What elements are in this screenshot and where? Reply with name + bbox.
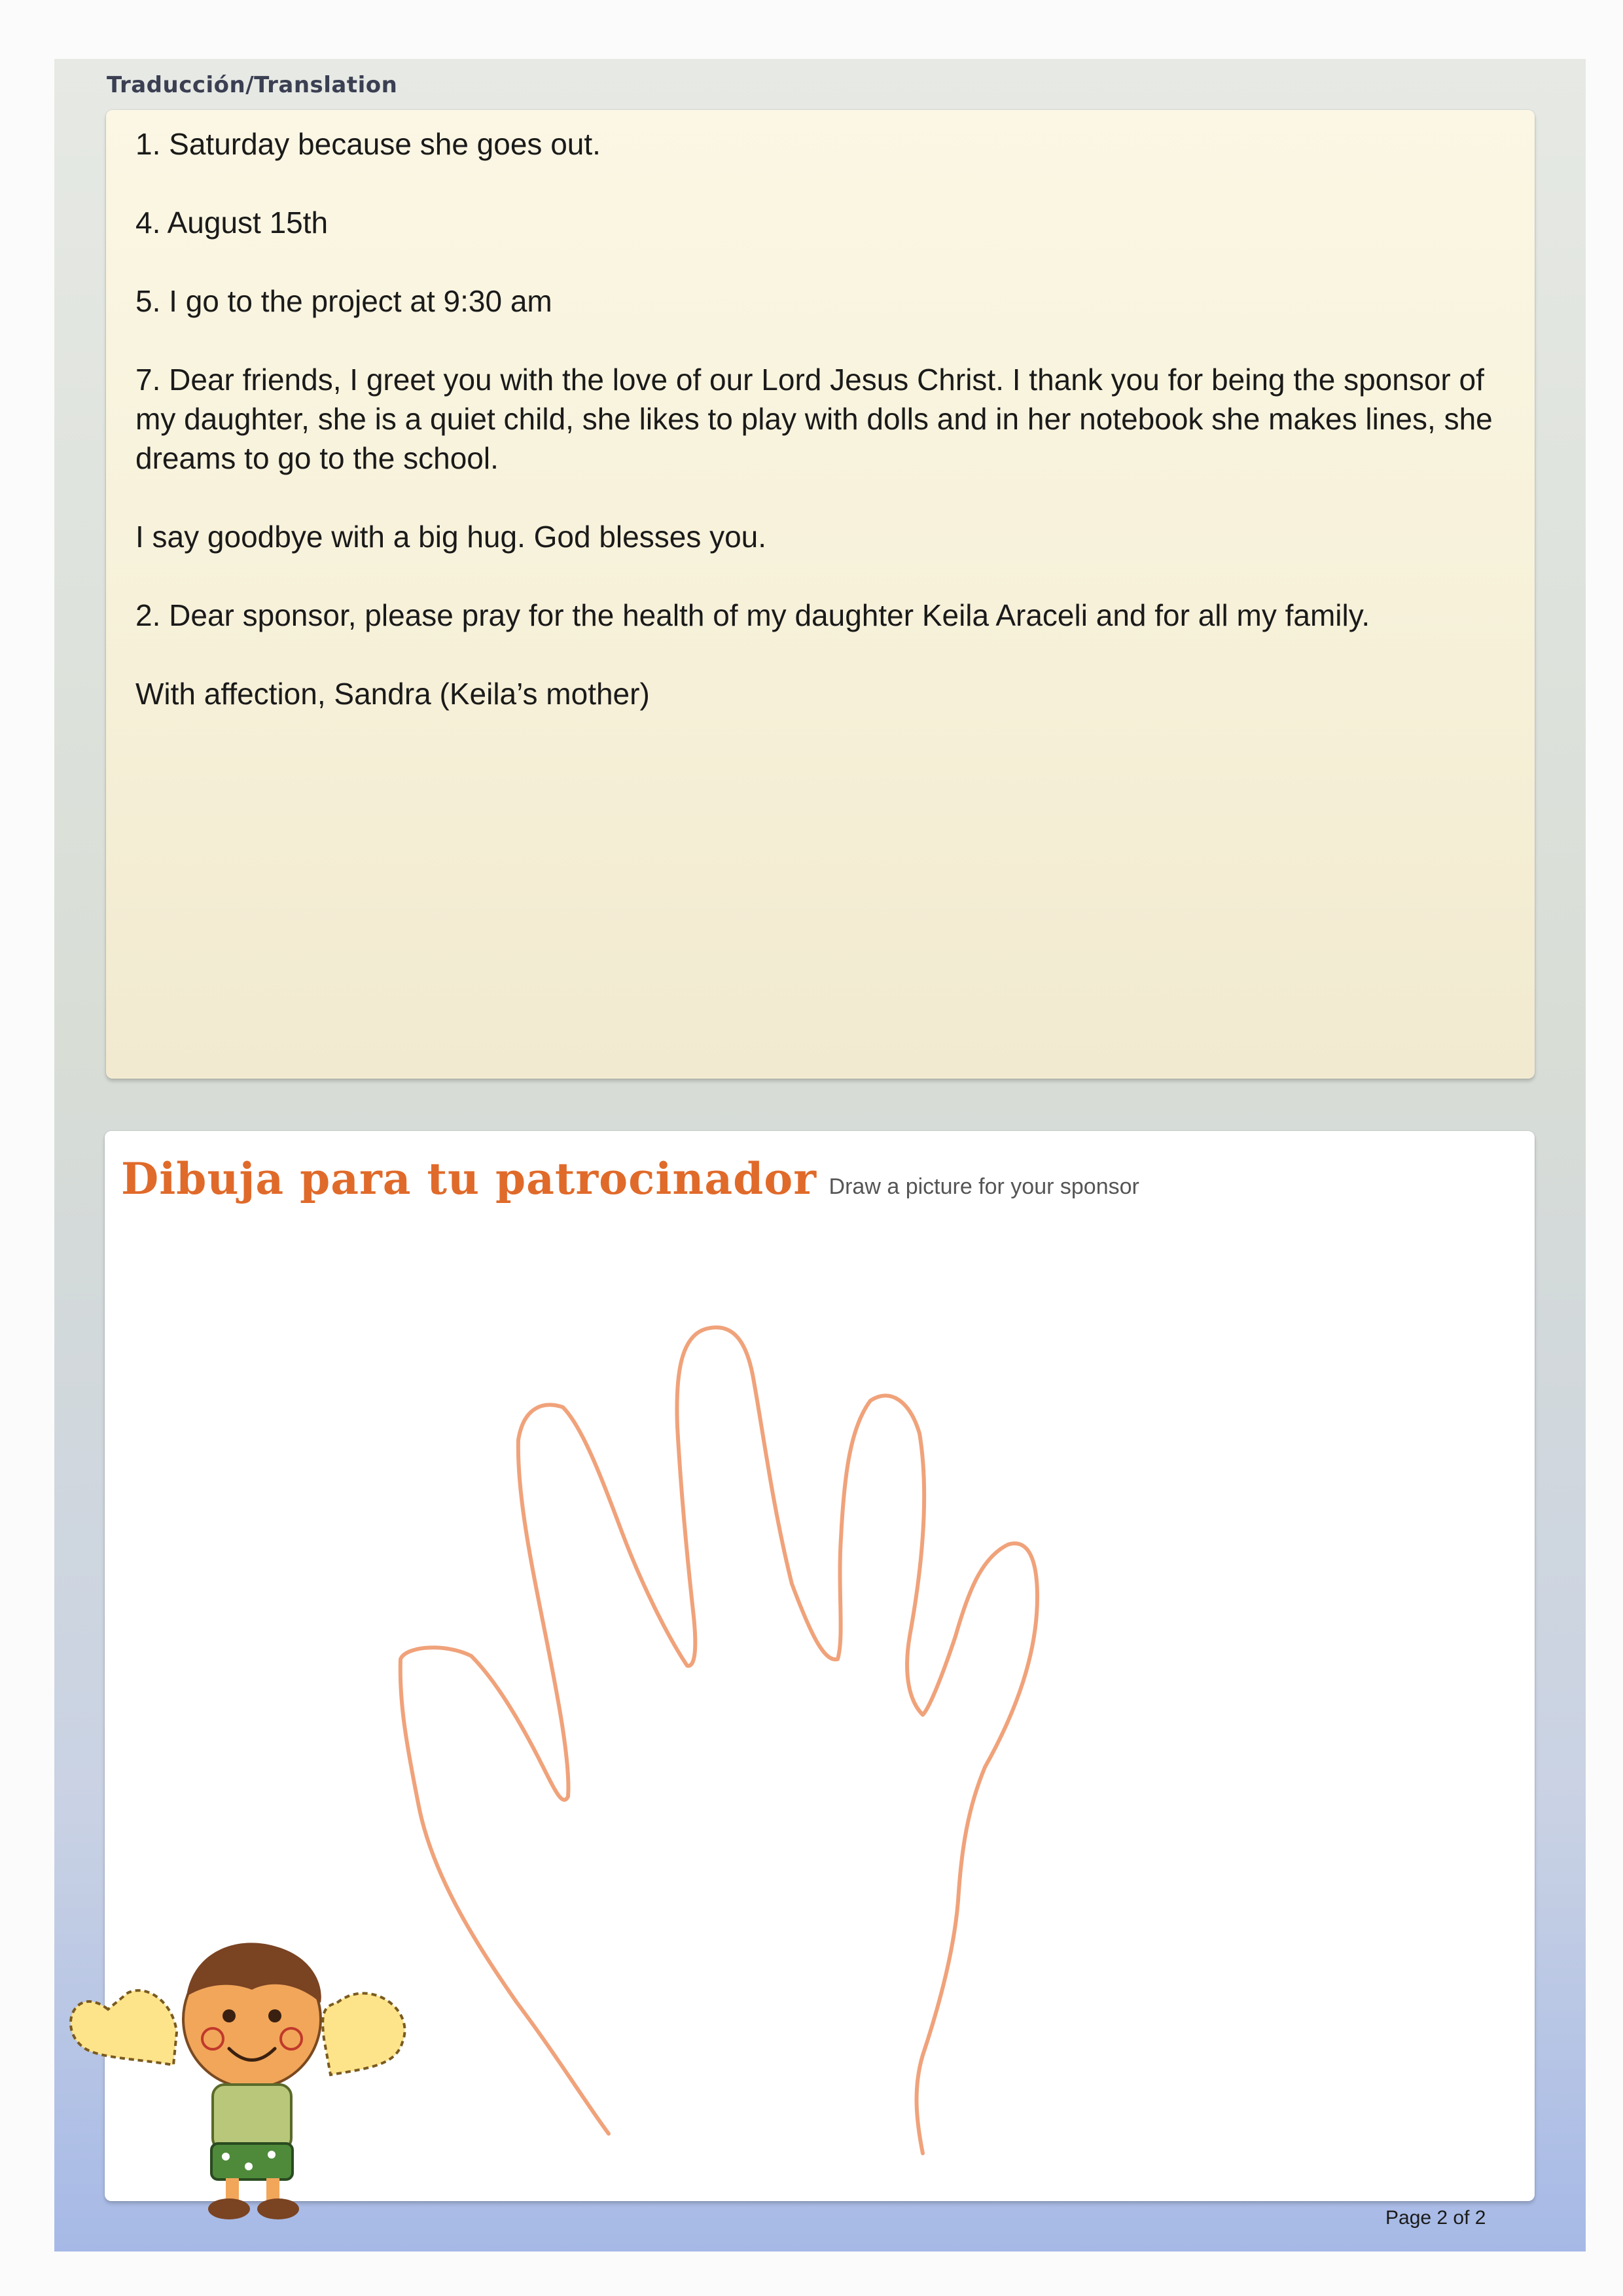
translation-paragraph: 2. Dear sponsor, please pray for the health of my daughter Keila Araceli and for all my family. bbox=[135, 598, 1370, 632]
translation-paragraph: With affection, Sandra (Keila’s mother) bbox=[135, 677, 650, 711]
section-heading-translation: Traducción/Translation bbox=[107, 72, 398, 98]
mascot-illustration bbox=[62, 1918, 429, 2225]
mascot-right-eye bbox=[268, 2009, 281, 2022]
translation-paragraph: 7. Dear friends, I greet you with the love of our Lord Jesus Christ. I thank you for being the sponsor of my daughter, she is a quiet child, she likes to play with dolls and in her notebook she makes lines, she dreams to go to the school. bbox=[135, 363, 1493, 475]
mascot-right-shoe bbox=[257, 2198, 299, 2219]
drawing-title: Dibuja para tu patrocinador bbox=[121, 1153, 817, 1204]
mascot-left-shoe bbox=[208, 2198, 250, 2219]
left-heart-sign bbox=[71, 1990, 177, 2065]
translation-paragraph: 5. I go to the project at 9:30 am bbox=[135, 284, 552, 318]
mascot-shirt bbox=[213, 2085, 291, 2150]
translation-paragraph: I say goodbye with a big hug. God blesses you. bbox=[135, 520, 767, 554]
page-number: Page 2 of 2 bbox=[1385, 2207, 1486, 2229]
right-heart-sign bbox=[323, 1993, 404, 2075]
mascot-shorts bbox=[211, 2144, 293, 2179]
translation-paragraph: 1. Saturday because she goes out. bbox=[135, 127, 601, 161]
translation-paragraph: 4. August 15th bbox=[135, 206, 329, 240]
mascot-left-eye bbox=[223, 2009, 236, 2022]
drawing-subtitle: Draw a picture for your sponsor bbox=[829, 1174, 1139, 1199]
